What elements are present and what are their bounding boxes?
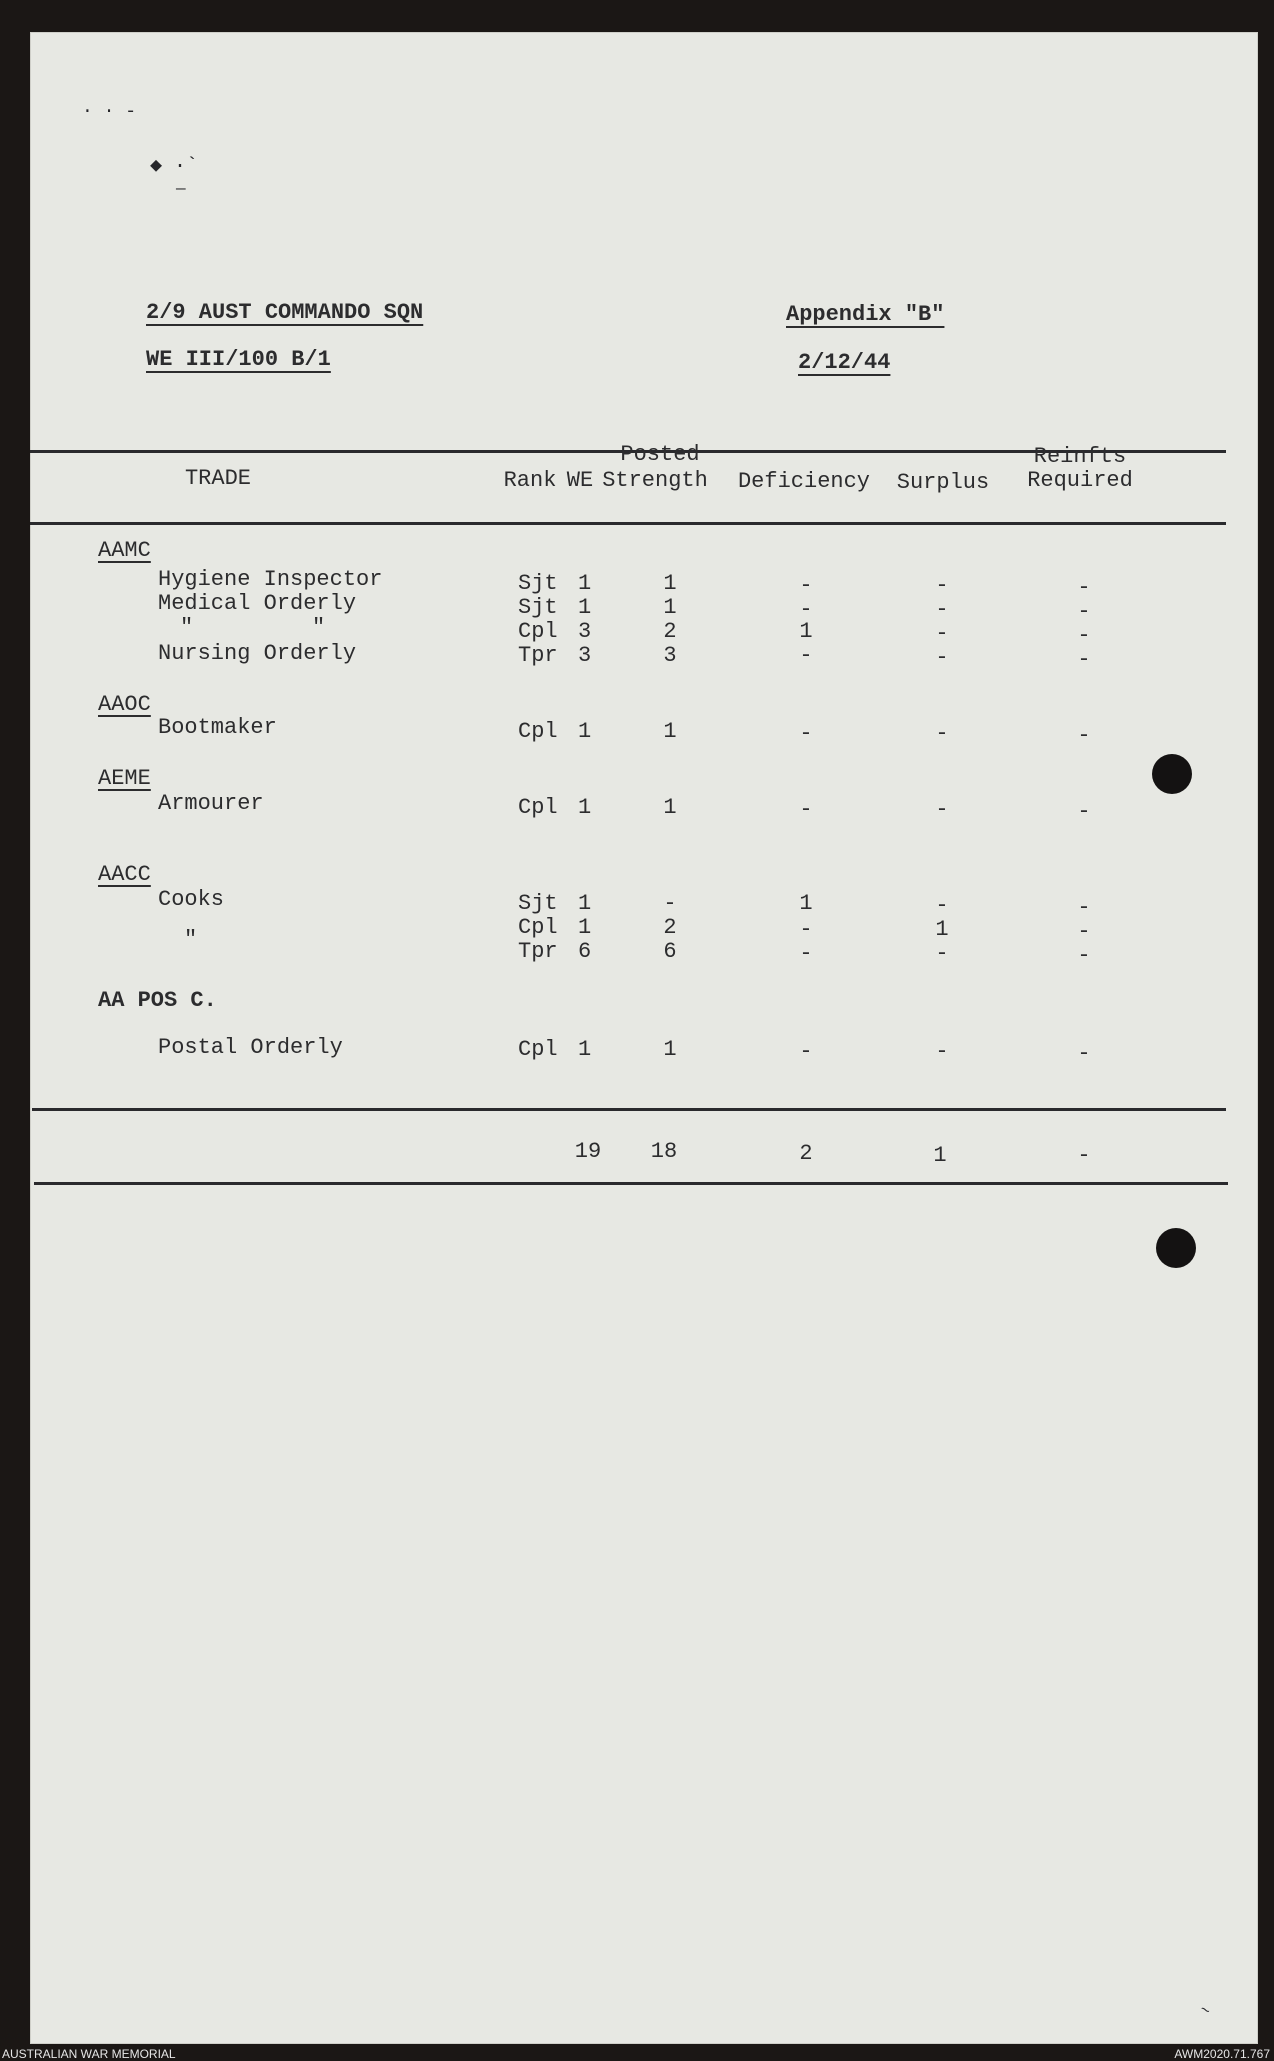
rank-cell: Sjt [518,571,558,596]
trade-cell: Medical Orderly [158,591,357,616]
col-posted-line2: Strength [602,468,708,493]
punch-hole [1156,1228,1196,1268]
ink-mark: · · - [82,102,137,122]
rank-cell: Cpl [518,915,558,940]
we-cell: 1 [578,795,592,820]
deficiency-cell: - [799,643,813,668]
reinfts-cell: - [1077,723,1091,748]
trade-cell: Cooks [158,887,225,912]
trade-cell: Postal Orderly [158,1035,343,1060]
col-trade: TRADE [184,466,251,491]
we-cell: 1 [578,719,592,744]
totals-top-rule [32,1108,1226,1111]
posted-cell: - [663,891,677,916]
rank-cell: Cpl [518,795,558,820]
col-deficiency: Deficiency [737,469,871,494]
deficiency-cell: - [799,917,813,942]
posted-cell: 2 [663,915,677,940]
surplus-cell: - [935,941,949,966]
surplus-cell: - [935,645,949,670]
col-reinfts-line1: Reinfts [1033,444,1127,469]
deficiency-cell: - [799,597,813,622]
col-we: WE [566,468,594,493]
we-cell: 1 [578,1037,592,1062]
trade-cell: Nursing Orderly [158,641,357,666]
posted-cell: 1 [663,795,677,820]
reinfts-cell: - [1077,599,1091,624]
col-surplus: Surplus [896,470,990,495]
col-reinfts-line2: Required [1027,468,1133,493]
punch-hole [1152,754,1192,794]
reinfts-cell: - [1077,623,1091,648]
we-cell: 6 [578,939,592,964]
document-page [30,32,1258,2044]
surplus-cell: - [935,1039,949,1064]
reinfts-cell: - [1077,575,1091,600]
ink-mark: ◆ ·` [150,155,199,178]
reinfts-cell: - [1077,647,1091,672]
deficiency-cell: 1 [799,891,813,916]
rank-cell: Tpr [518,939,558,964]
deficiency-cell: - [799,797,813,822]
reinfts-cell: - [1077,895,1091,920]
ink-mark: — [176,180,186,198]
surplus-cell: - [935,893,949,918]
document-date: 2/12/44 [798,350,891,375]
establishment-ref: WE III/100 B/1 [146,347,331,372]
we-cell: 1 [578,571,592,596]
posted-cell: 1 [663,719,677,744]
group-label: AAMC [98,538,151,563]
posted-cell: 6 [663,939,677,964]
footer-credit: AUSTRALIAN WAR MEMORIAL [2,2047,176,2061]
total-we: 19 [574,1139,602,1164]
header-bottom-rule [30,522,1226,525]
group-label: AACC [98,862,151,887]
trade-cell: Bootmaker [158,715,277,740]
deficiency-cell: - [799,1039,813,1064]
trade-cell: " [184,927,198,952]
rank-cell: Sjt [518,595,558,620]
footer-accession: AWM2020.71.767 [1174,2047,1270,2061]
ink-mark: ~ [1196,2000,1213,2022]
reinfts-cell: - [1077,799,1091,824]
reinfts-cell: - [1077,943,1091,968]
group-label: AA POS C. [98,988,217,1013]
surplus-cell: - [935,621,949,646]
trade-cell: Armourer [158,791,264,816]
posted-cell: 2 [663,619,677,644]
total-reinfts: - [1077,1143,1091,1168]
trade-cell: " " [180,615,326,640]
posted-cell: 3 [663,643,677,668]
trade-cell: Hygiene Inspector [158,567,383,592]
surplus-cell: 1 [935,917,949,942]
rank-cell: Cpl [518,619,558,644]
surplus-cell: - [935,797,949,822]
total-surplus: 1 [933,1143,947,1168]
surplus-cell: - [935,597,949,622]
posted-cell: 1 [663,595,677,620]
deficiency-cell: 1 [799,619,813,644]
deficiency-cell: - [799,941,813,966]
total-posted: 18 [650,1139,678,1164]
col-posted-line1: Posted [620,442,700,467]
surplus-cell: - [935,573,949,598]
rank-cell: Sjt [518,891,558,916]
appendix-title: Appendix "B" [786,302,945,327]
deficiency-cell: - [799,573,813,598]
we-cell: 3 [578,619,592,644]
col-rank: Rank [503,468,557,493]
posted-cell: 1 [663,1037,677,1062]
deficiency-cell: - [799,721,813,746]
we-cell: 1 [578,891,592,916]
we-cell: 1 [578,915,592,940]
total-deficiency: 2 [799,1141,813,1166]
rank-cell: Cpl [518,1037,558,1062]
group-label: AAOC [98,692,151,717]
reinfts-cell: - [1077,919,1091,944]
group-label: AEME [98,766,151,791]
rank-cell: Tpr [518,643,558,668]
reinfts-cell: - [1077,1041,1091,1066]
totals-bottom-rule [34,1182,1228,1185]
we-cell: 3 [578,643,592,668]
surplus-cell: - [935,721,949,746]
we-cell: 1 [578,595,592,620]
posted-cell: 1 [663,571,677,596]
unit-name: 2/9 AUST COMMANDO SQN [146,300,424,325]
rank-cell: Cpl [518,719,558,744]
